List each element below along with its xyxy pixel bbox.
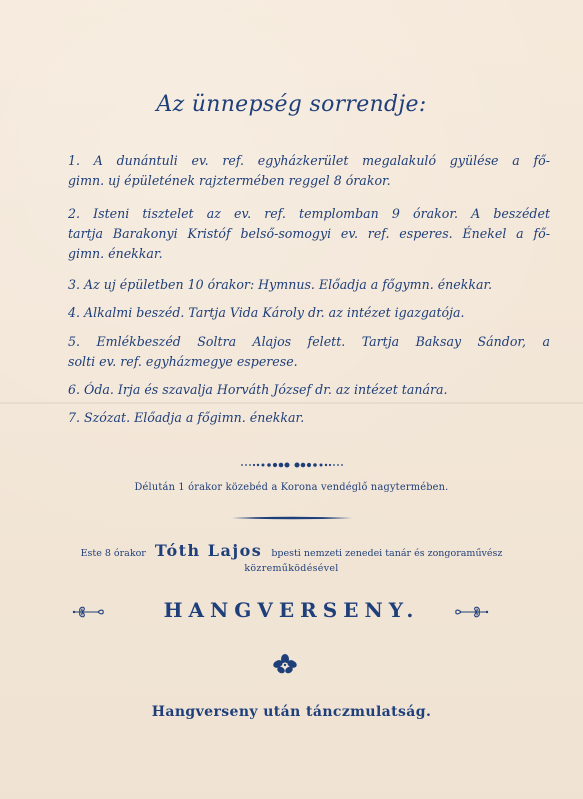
evening-prefix: Este 8 órakor <box>80 548 146 559</box>
program-item-7 <box>68 408 550 428</box>
evening-with: közreműködésével <box>244 563 339 574</box>
afternoon-lunch-note: Délután 1 órakor közebéd a Korona vendéglő nagytermében. <box>134 482 449 493</box>
program-item-1 <box>68 151 550 191</box>
program-item-6 <box>68 380 550 400</box>
tapered-rule <box>232 516 352 520</box>
program-item-line: 6. Óda. Irja és szavalja Horváth József dr. az intézet tanára. <box>68 382 448 397</box>
program-item-line: gimn. uj épületének rajztermében reggel 8 órakor. <box>68 173 391 188</box>
program-item-line: solti ev. ref. egyházmegye esperese. <box>68 354 298 369</box>
program-item-line: tartja Barakonyi Kristóf belső-somogyi ev. ref. esperes. Énekel a fő- <box>68 226 550 241</box>
program-item-line: 1. A dunántuli ev. ref. egyházkerület megalakuló gyülése a fő- <box>68 153 550 168</box>
program-item-line: 2. Isteni tisztelet az ev. ref. templomban 9 órakor. A beszédet <box>68 206 550 221</box>
performer-name: Tóth Lajos <box>154 541 263 560</box>
evening-suffix: bpesti nemzeti zenedei tanár és zongoraművész <box>271 548 503 559</box>
dotted-divider <box>0 454 583 473</box>
concert-heading: HANGVERSENY. <box>163 598 420 622</box>
evening-line <box>0 541 583 560</box>
program-item-line: 7. Szózat. Előadja a főgimn. énekkar. <box>68 410 305 425</box>
program-item-line: 5. Emlékbeszéd Soltra Alajos felett. Tartja Baksay Sándor, a <box>68 334 550 349</box>
program-item-2 <box>68 204 550 264</box>
program-item-5 <box>68 332 550 372</box>
right-scroll-ornament-icon <box>453 603 489 621</box>
paper-fold <box>0 402 583 404</box>
dance-note: Hangverseny után tánczmulatság. <box>151 704 432 720</box>
program-title: Az ünnepség sorrendje: <box>156 92 427 117</box>
program-item-3 <box>68 275 550 295</box>
floral-ornament-icon <box>270 651 300 677</box>
program-item-4 <box>68 303 550 323</box>
program-item-line: 3. Az uj épületben 10 órakor: Hymnus. Előadja a főgymn. énekkar. <box>68 277 493 292</box>
program-item-line: 4. Alkalmi beszéd. Tartja Vida Károly dr. az intézet igazgatója. <box>68 305 465 320</box>
dot-ornament-icon <box>240 461 344 469</box>
program-item-line: gimn. énekkar. <box>68 246 163 261</box>
